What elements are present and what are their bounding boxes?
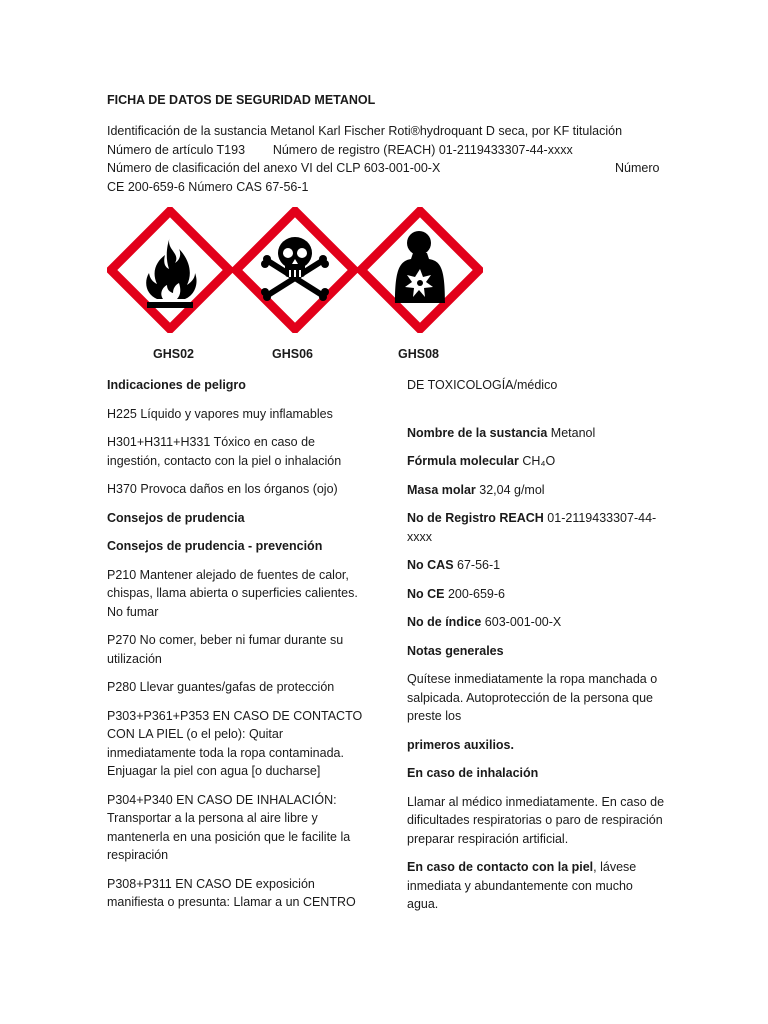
cas-number-value: 67-56-1	[453, 558, 501, 572]
prevention-heading: Consejos de prudencia - prevención	[107, 539, 323, 553]
p303-statement: P303+P361+P353 EN CASO DE CONTACTO CON LA PIEL (o el pelo): Quitar inmediatamente toda la ropa contaminada. Enjuagar la piel con agua [o ducharse]	[107, 708, 363, 778]
skin-contact	[407, 858, 665, 914]
document-title: FICHA DE DATOS DE SEGURIDAD METANOL	[107, 93, 376, 107]
flame-icon	[107, 207, 233, 333]
h225-statement: H225 Líquido y vapores muy inflamables	[107, 406, 333, 421]
numero-continuation: Número	[615, 161, 660, 175]
p270-statement: P270 No comer, beber ni fumar durante su utilización	[107, 633, 344, 666]
reach-number-value: 01-2119433307-44-xxxx	[407, 511, 657, 544]
h370-statement: H370 Provoca daños en los órganos (ojo)	[107, 482, 338, 496]
molecular-formula-value: CH₄O	[518, 454, 556, 468]
ce-number-label: No CE	[407, 586, 445, 601]
substance-name-label: Nombre de la sustancia	[407, 425, 548, 440]
identification-line-1: Identificación de la sustancia Metanol Karl Fischer Roti®hydroquant D seca, por KF titulación	[107, 124, 623, 138]
molecular-formula	[407, 452, 665, 471]
inhalation-heading: En caso de inhalación	[407, 766, 539, 780]
p210-statement: P210 Mantener alejado de fuentes de calor, chispas, llama abierta o superficies calientes. No fumar	[107, 567, 358, 619]
p280-statement: P280 Llevar guantes/gafas de protección	[107, 680, 335, 694]
p304-statement: P304+P340 EN CASO DE INHALACIÓN: Transportar a la persona al aire libre y mantenerla en una posición que le facilite la respiración	[107, 792, 351, 862]
prudence-heading: Consejos de prudencia	[107, 510, 245, 525]
identification-line-3	[107, 159, 667, 178]
skin-contact-text: , lávese inmediata y abundantemente con mucho agua.	[407, 860, 637, 911]
molecular-formula-label: Fórmula molecular	[407, 454, 519, 468]
classification-number: Número de clasificación del anexo VI del CLP 603-001-00-X	[107, 161, 441, 175]
p308-statement: P308+P311 EN CASO DE exposición manifiesta o presunta: Llamar a un CENTRO	[107, 876, 356, 909]
reach-number-label: No de Registro REACH	[407, 511, 544, 525]
hazard-statements-heading: Indicaciones de peligro	[107, 378, 246, 392]
substance-name	[407, 424, 665, 443]
index-number	[407, 613, 665, 632]
skull-crossbones-icon	[232, 207, 358, 333]
ghs02-label: GHS02	[153, 347, 194, 361]
identification-line-4: CE 200-659-6 Número CAS 67-56-1	[107, 179, 309, 194]
general-notes-text: Quítese inmediatamente la ropa manchada o salpicada. Autoprotección de la persona que preste los	[407, 672, 658, 723]
general-notes-heading: Notas generales	[407, 643, 504, 658]
cas-number-label: No CAS	[407, 558, 454, 572]
ghs08-label: GHS08	[398, 347, 439, 361]
index-number-label: No de índice	[407, 615, 482, 629]
molar-mass-label: Masa molar	[407, 482, 476, 497]
ghs-pictograms	[107, 207, 467, 337]
h301-statement: H301+H311+H331 Tóxico en caso de ingestión, contacto con la piel o inhalación	[107, 435, 342, 468]
identification-line-2: Número de artículo T193 Número de registro (REACH) 01-2119433307-44-xxxx	[107, 142, 573, 157]
molar-mass	[407, 481, 665, 500]
ce-number	[407, 585, 665, 604]
first-aid-heading: primeros auxilios.	[407, 737, 514, 752]
ghs06-label: GHS06	[272, 347, 313, 361]
cas-number	[407, 556, 665, 575]
skin-contact-label: En caso de contacto con la piel	[407, 860, 594, 874]
hazard-column	[107, 376, 365, 922]
substance-name-value: Metanol	[547, 425, 596, 440]
reach-number	[407, 509, 665, 546]
substance-column	[407, 376, 665, 924]
ce-number-value: 200-659-6	[444, 586, 505, 601]
molar-mass-value: 32,04 g/mol	[475, 482, 545, 497]
health-hazard-icon	[357, 207, 483, 333]
inhalation-text: Llamar al médico inmediatamente. En caso de dificultades respiratorias o paro de respiración preparar respiración artificial.	[407, 794, 665, 846]
index-number-value: 603-001-00-X	[481, 615, 562, 629]
identification-block	[107, 122, 667, 196]
toxicology-continuation: DE TOXICOLOGÍA/médico	[407, 378, 558, 392]
